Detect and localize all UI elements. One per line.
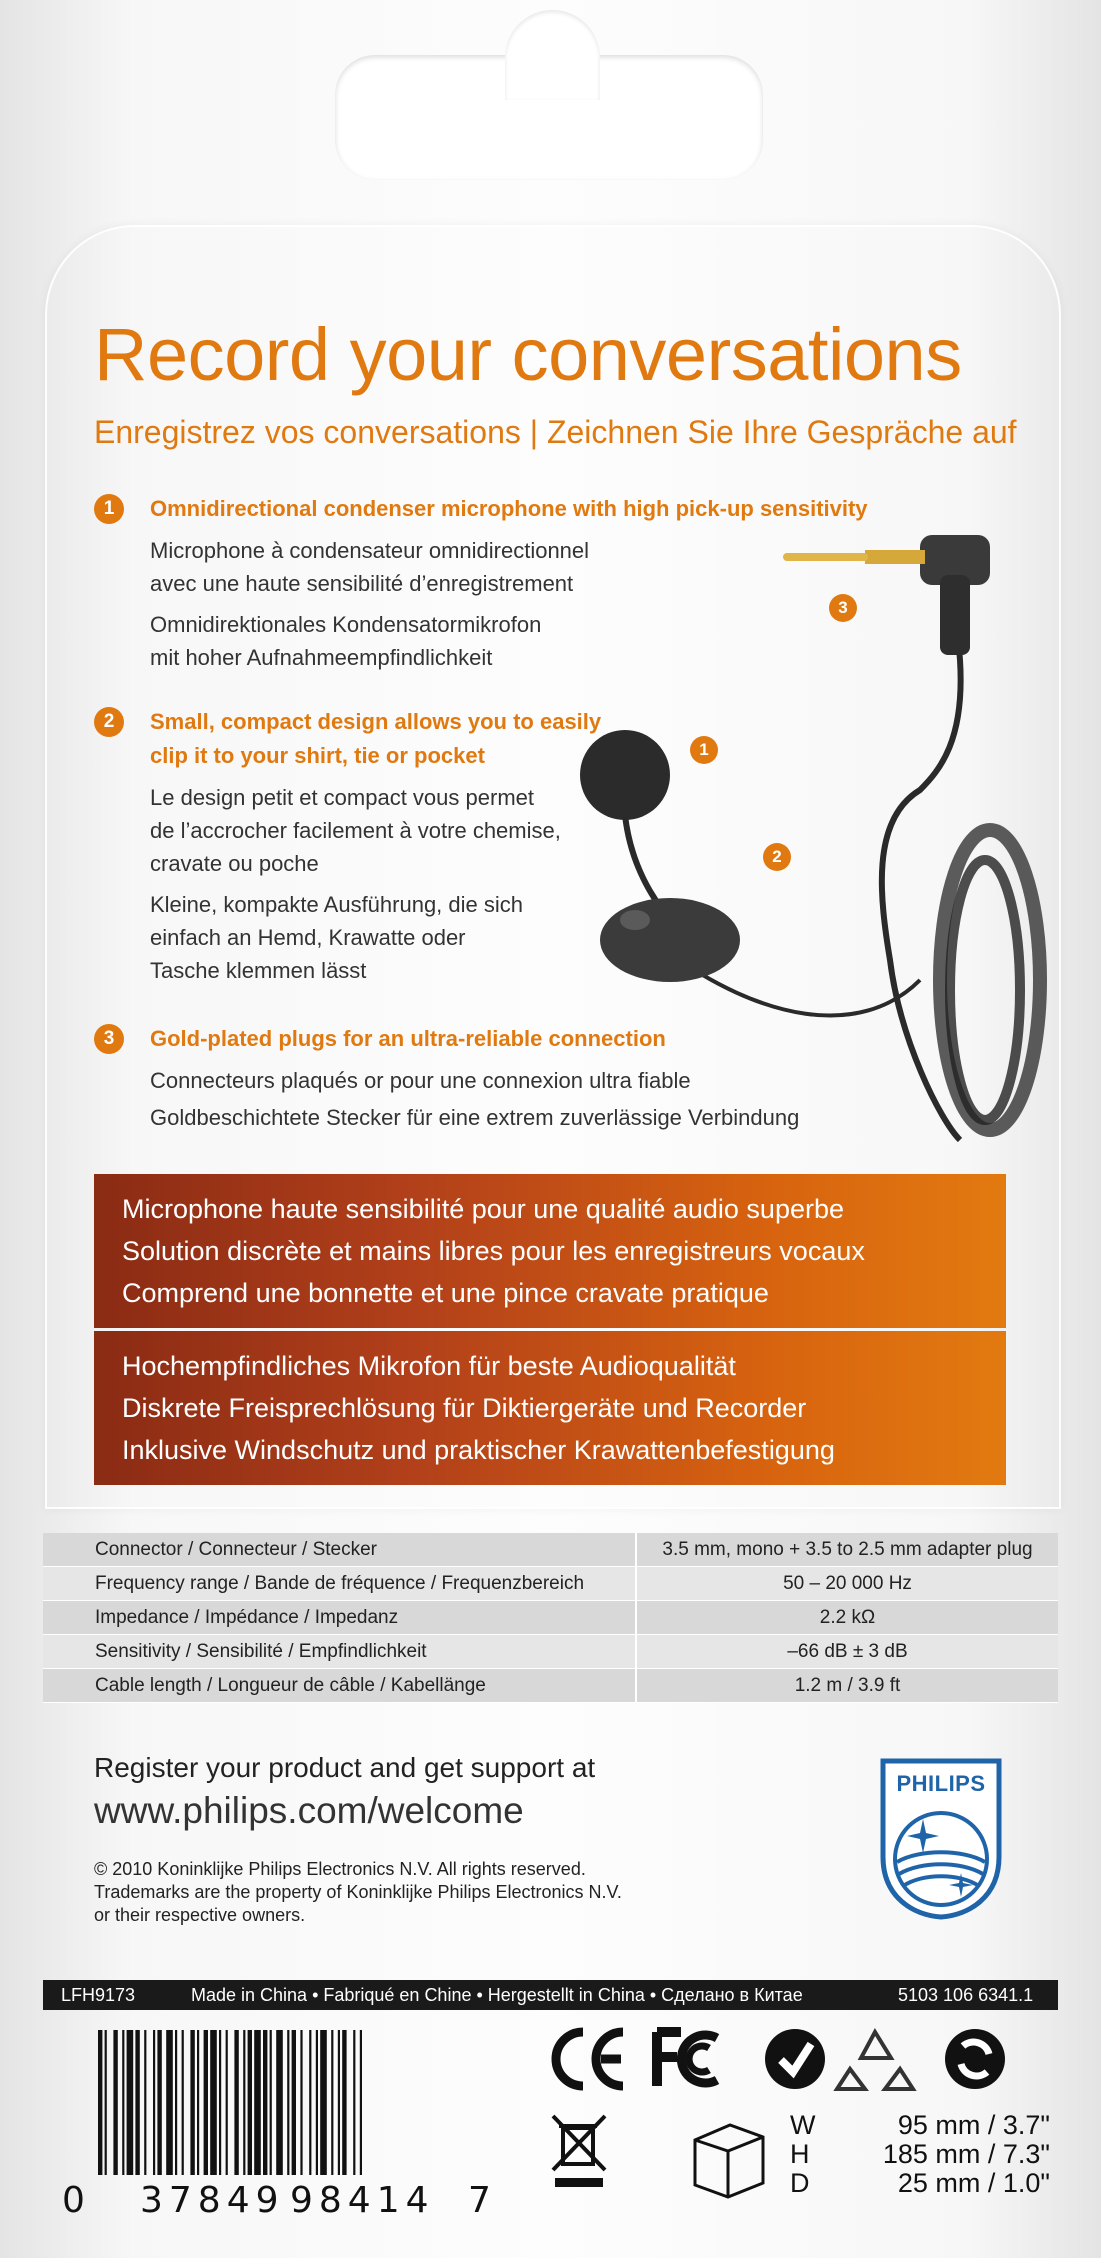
register-text: Register your product and get support at	[94, 1752, 596, 1783]
info-bar	[43, 1980, 1058, 2010]
table-row	[43, 1635, 1058, 1669]
banner-line: Comprend une bonnette et une pince cravate pratique	[122, 1278, 769, 1308]
banner-line: Inklusive Windschutz und praktischer Krawattenbefestigung	[122, 1435, 835, 1465]
feature-text-de: Goldbeschichtete Stecker für eine extrem zuverlässige Verbindung	[150, 1105, 800, 1130]
banner-fr	[94, 1174, 1006, 1328]
feature-heading: Omnidirectional condenser microphone with high pick-up sensitivity	[150, 496, 868, 521]
spec-value: 3.5 mm, mono + 3.5 to 2.5 mm adapter plug	[636, 1533, 1058, 1567]
barcode-last-digit: 7	[468, 2180, 491, 2221]
page-title: Record your conversations	[94, 313, 962, 396]
spec-value: 1.2 m / 3.9 ft	[636, 1669, 1058, 1703]
recycle-icon	[837, 2032, 913, 2089]
dimensions	[790, 2111, 1050, 2198]
feature-heading: Gold-plated plugs for an ultra-reliable connection	[150, 1026, 666, 1051]
feature-text-fr: Le design petit et compact vous permet de l’accrocher facilement à votre chemise, cravate ou poche	[150, 785, 561, 876]
hang-hole	[335, 55, 763, 180]
origin-text: Made in China • Fabriqué en Chine • Hergestellt in China • Сделано в Китае	[191, 1985, 803, 2005]
dimension-value: 25 mm / 1.0"	[897, 2168, 1050, 2198]
page-subtitle: Enregistrez vos conversations | Zeichnen Sie Ihre Gespräche auf	[94, 414, 1017, 450]
dimension-label: W	[790, 2110, 816, 2140]
ce-mark-icon	[556, 2032, 623, 2086]
feature-number: 3	[94, 1024, 124, 1054]
spec-table	[43, 1533, 1058, 1703]
feature-number: 2	[94, 707, 124, 737]
dimension-row	[790, 2169, 1050, 2198]
green-dot-icon	[945, 2029, 1005, 2089]
spec-label: Connector / Connecteur / Stecker	[43, 1533, 636, 1567]
feature-heading: Small, compact design allows you to easily clip it to your shirt, tie or pocket	[150, 709, 602, 768]
feature-number: 1	[94, 494, 124, 524]
dimension-label: D	[790, 2168, 810, 2198]
certification-icons	[545, 2024, 1015, 2094]
barcode-right-digits: 98414	[290, 2180, 435, 2221]
dimension-value: 95 mm / 3.7"	[897, 2110, 1050, 2140]
spec-label: Impedance / Impédance / Impedanz	[43, 1601, 636, 1635]
table-row	[43, 1533, 1058, 1567]
table-row	[43, 1567, 1058, 1601]
spec-value: 2.2 kΩ	[636, 1601, 1058, 1635]
product-code: 5103 106 6341.1	[898, 1985, 1034, 2005]
banner-line: Hochempfindliches Mikrofon für beste Audioqualität	[122, 1351, 736, 1381]
spec-value: 50 – 20 000 Hz	[636, 1567, 1058, 1601]
barcode	[96, 2030, 451, 2175]
feature-text-de: Kleine, kompakte Ausführung, die sich einfach an Hemd, Krawatte oder Tasche klemmen lässt	[150, 892, 524, 983]
fcc-icon	[657, 2032, 717, 2086]
callout-2: 2	[763, 843, 791, 871]
c-tick-icon	[765, 2029, 825, 2089]
philips-shield-logo	[879, 1757, 1003, 1921]
feature-text-fr: Microphone à condensateur omnidirectionnel avec une haute sensibilité d’enregistrement	[150, 538, 590, 596]
package-box-icon	[685, 2115, 770, 2200]
spec-label: Cable length / Longueur de câble / Kabellänge	[43, 1669, 636, 1703]
barcode-left-digits: 37849	[140, 2180, 285, 2221]
spec-label: Sensitivity / Sensibilité / Empfindlichkeit	[43, 1635, 636, 1669]
register-link[interactable]: www.philips.com/welcome	[94, 1790, 524, 1831]
copyright-text: © 2010 Koninklijke Philips Electronics N.V. All rights reserved. Trademarks are the property of Koninklijke Philips Electronics N.V. or their respective owners.	[94, 1859, 622, 1925]
feature-text-fr: Connecteurs plaqués or pour une connexion ultra fiable	[150, 1068, 691, 1093]
spec-label: Frequency range / Bande de fréquence / Frequenzbereich	[43, 1567, 636, 1601]
callout-1: 1	[690, 736, 718, 764]
banner-de	[94, 1331, 1006, 1485]
model-number: LFH9173	[61, 1985, 136, 2005]
dimension-row	[790, 2111, 1050, 2140]
dimension-value: 185 mm / 7.3"	[882, 2139, 1050, 2169]
barcode-first-digit: 0	[62, 2180, 85, 2221]
banner-line: Microphone haute sensibilité pour une qualité audio superbe	[122, 1194, 844, 1224]
banner-line: Diskrete Freisprechlösung für Diktiergeräte und Recorder	[122, 1393, 807, 1423]
feature-text-de: Omnidirektionales Kondensatormikrofon mit hoher Aufnahmeempfindlichkeit	[150, 612, 542, 670]
banner-line: Solution discrète et mains libres pour les enregistreurs vocaux	[122, 1236, 865, 1266]
dimension-row	[790, 2140, 1050, 2169]
brand-name: PHILIPS	[896, 1771, 986, 1796]
table-row	[43, 1669, 1058, 1703]
dimension-label: H	[790, 2139, 810, 2169]
weee-bin-icon	[545, 2110, 615, 2190]
table-row	[43, 1601, 1058, 1635]
microphone-image	[560, 520, 1060, 1160]
spec-value: –66 dB ± 3 dB	[636, 1635, 1058, 1669]
callout-3: 3	[829, 594, 857, 622]
